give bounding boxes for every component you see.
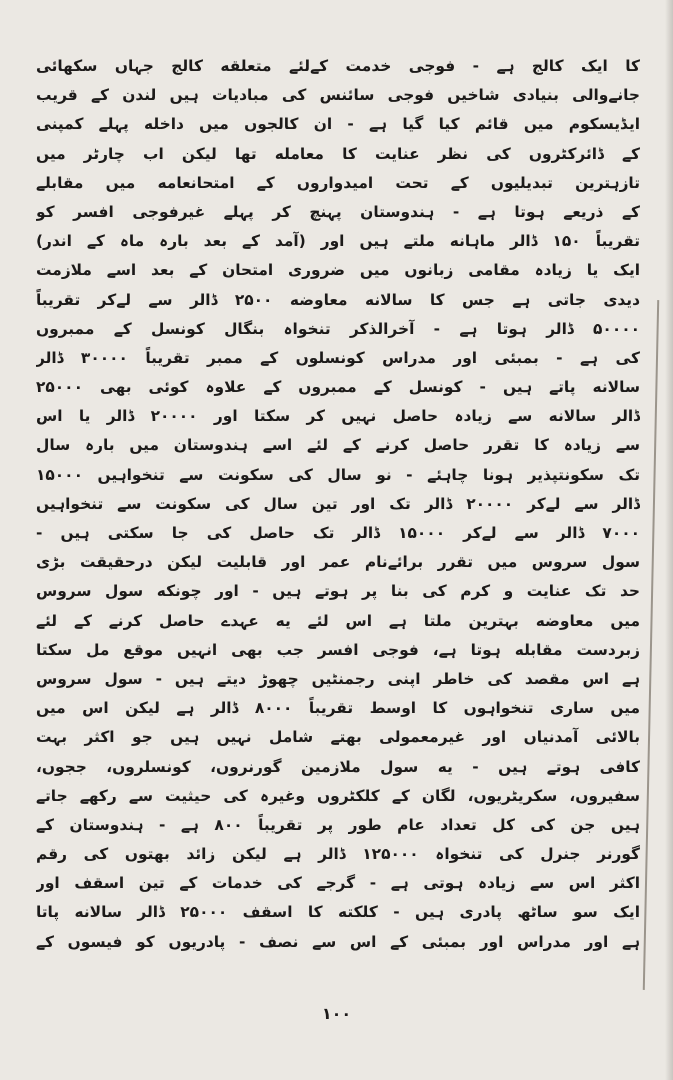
text-line: ہے اس مقصد کی خاطر اپنی رجمنٹیں چھوڑ دیتے ہیں - سول سروس bbox=[36, 669, 640, 688]
text-line: کی ہے - بمبئی اور مدراس کونسلوں کے ممبر تقریباً ۳۰۰۰۰ ڈالر bbox=[36, 348, 640, 367]
text-line: میں ساری تنخواہوں کا اوسط تقریباً ۸۰۰۰ ڈالر ہے لیکن اس میں bbox=[36, 699, 640, 718]
text-line: ۷۰۰۰ ڈالر سے لےکر ۱۵۰۰۰ ڈالر تک حاصل کی جا سکتی ہیں - bbox=[36, 524, 640, 542]
text-line: ایک یا زیادہ مقامی زبانوں میں ضروری امتحان کے بعد اسے ملازمت bbox=[36, 261, 640, 280]
text-line: کے ڈائرکٹروں کی نظر عنایت کا معامله تھا لیکن اب چارٹر میں bbox=[36, 144, 640, 163]
text-line: بالائی آمدنیاں اور غیرمعمولی بھتے شامل نہیں ہیں جو اکثر بہت bbox=[36, 728, 640, 747]
text-line: ۵۰۰۰۰ ڈالر ہوتا ہے - آخرالذکر تنخواہ بنگال کونسل کے ممبروں bbox=[36, 319, 640, 338]
text-line: سے زیادہ کا تقرر حاصل کرنے کے لئے اسے ہندوستان میں بارہ سال bbox=[36, 436, 640, 455]
text-line: اکثر اس سے زیادہ ہوتی ہے - گرجے کی خدمات کے تین اسقف اور bbox=[36, 874, 640, 893]
text-line: ہیں جن کی کل تعداد عام طور پر تقریباً ۸۰۰ ہے - ہندوستان کے bbox=[36, 815, 640, 834]
text-line: تقریباً ۱۵۰ ڈالر ماہانه ملتے ہیں اور (آمد کے بعد بارہ ماہ کے اندر) bbox=[36, 232, 640, 251]
text-line: گورنر جنرل کی تنخواہ ۱۲۵۰۰۰ ڈالر ہے لیکن زائد بھتوں کی رقم bbox=[36, 845, 640, 864]
text-line: ڈالر سے لےکر ۲۰۰۰۰ ڈالر تک اور تین سال کی سکونت سے تنخواہیں bbox=[36, 494, 640, 513]
page-edge-shadow bbox=[665, 0, 673, 1080]
text-line: ایک سو ساٹھ پادری ہیں - کلکته کا اسقف ۲۵۰۰۰ ڈالر سالانه پاتا bbox=[36, 903, 640, 922]
page-number: ۱۰۰ bbox=[321, 1004, 352, 1023]
body-text bbox=[36, 52, 640, 957]
text-line: سفیروں، سکریٹریوں، لگان کے کلکٹروں وغیرہ کی حیثیت سے رکھے جاتے bbox=[36, 786, 640, 805]
text-line: کافی ہوتے ہیں - یه سول ملازمین گورنروں، کونسلروں، ججوں، bbox=[36, 757, 640, 776]
margin-pencil-line bbox=[643, 300, 659, 990]
text-line: کا ایک کالج ہے - فوجی خدمت کےلئے متعلقه کالج جہاں سکھائی bbox=[36, 57, 640, 75]
text-line: ایڈیسکوم میں قائم کیا گیا ہے - ان کالجوں میں داخله پہلے کمپنی bbox=[36, 115, 640, 134]
text-line: ڈالر سالانه سے زیادہ حاصل نہیں کر سکتا اور ۲۰۰۰۰ ڈالر یا اس bbox=[36, 407, 640, 426]
text-line: تک سکونتپذیر ہونا چاہئے - نو سال کی سکونت سے تنخواہیں ۱۵۰۰۰ bbox=[36, 465, 640, 484]
text-line: کے ذریعے ہوتا ہے - ہندوستان پہنچ کر پہلے غیرفوجی افسر کو bbox=[36, 202, 640, 221]
text-line: دیدی جاتی ہے جس کا سالانه معاوضه ۲۵۰۰ ڈالر سے لےکر تقریباً bbox=[36, 290, 640, 309]
text-line: میں معاوضه بہترین ملتا ہے اس لئے یه عہدے حاصل کرنے کے لئے bbox=[36, 611, 640, 630]
text-line: زبردست مقابله ہوتا ہے، فوجی افسر جب بھی انہیں موقع مل سکتا bbox=[36, 640, 640, 659]
text-line: ہے اور مدراس اور بمبئی کے اس سے نصف - پادریوں کو فیسوں کے bbox=[36, 932, 640, 951]
text-line: سالانه پاتے ہیں - کونسل کے ممبروں کے علاوہ کوئی بھی ۲۵۰۰۰ bbox=[36, 378, 640, 397]
text-line: تازہترین تبدیلیوں کے تحت امیدواروں کے امتحانعامه میں مقابلے bbox=[36, 173, 640, 192]
text-line: جانےوالی بنیادی شاخیں فوجی سائنس کی مبادیات ہیں لندن کے قریب bbox=[36, 86, 640, 105]
text-line: سول سروس میں تقرر برائےنام عمر اور قابلیت لیکن درحقیقت بڑی bbox=[36, 553, 640, 572]
text-line: حد تک عنایت و کرم کی بنا پر ہوتے ہیں - اور چونکه سول سروس bbox=[36, 582, 640, 601]
